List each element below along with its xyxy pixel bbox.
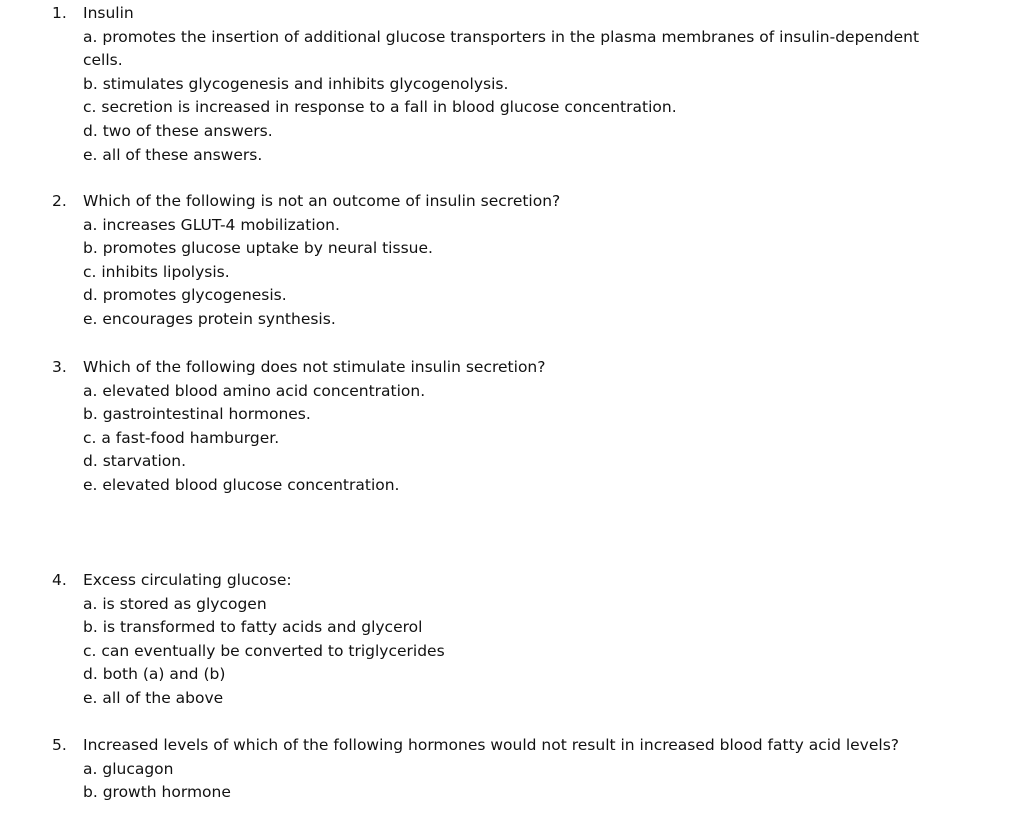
question-5-options bbox=[52, 758, 952, 805]
question-1-options bbox=[52, 26, 952, 168]
question-4-options bbox=[52, 593, 952, 711]
question-2-option-b: b. promotes glucose uptake by neural tissue. bbox=[83, 239, 433, 258]
question-3-option-b: b. gastrointestinal hormones. bbox=[83, 405, 311, 424]
question-3-option-d: d. starvation. bbox=[83, 452, 187, 471]
question-3-option-c: c. a fast-food hamburger. bbox=[83, 428, 280, 447]
question-1-option-e: e. all of these answers. bbox=[83, 145, 263, 164]
question-5-prompt: Increased levels of which of the following hormones would not result in increased blood fatty acid levels? bbox=[83, 736, 899, 754]
question-1-option-c: c. secretion is increased in response to a fall in blood glucose concentration. bbox=[83, 98, 677, 117]
question-3-option-e: e. elevated blood glucose concentration. bbox=[83, 475, 400, 494]
question-5-option-b: b. growth hormone bbox=[83, 783, 231, 802]
question-2 bbox=[52, 190, 952, 332]
question-4-prompt: Excess circulating glucose: bbox=[83, 571, 292, 589]
question-3-option-a: a. elevated blood amino acid concentration. bbox=[83, 381, 426, 400]
question-2-options bbox=[52, 214, 952, 332]
question-3 bbox=[52, 356, 952, 498]
question-2-prompt: Which of the following is not an outcome of insulin secretion? bbox=[83, 192, 561, 210]
question-4-header bbox=[52, 569, 952, 593]
question-1-option-a: a. promotes the insertion of additional glucose transporters in the plasma membranes of insulin-dependent cells. bbox=[83, 27, 920, 70]
question-1-option-d: d. two of these answers. bbox=[83, 121, 273, 140]
question-3-number: 3. bbox=[52, 358, 67, 376]
question-3-header bbox=[52, 356, 952, 380]
question-2-option-d: d. promotes glycogenesis. bbox=[83, 286, 287, 305]
question-1-number: 1. bbox=[52, 4, 67, 22]
question-4-number: 4. bbox=[52, 571, 67, 589]
question-4-option-b: b. is transformed to fatty acids and glycerol bbox=[83, 618, 423, 637]
question-5-number: 5. bbox=[52, 736, 67, 754]
question-4 bbox=[52, 569, 952, 711]
question-1-header bbox=[52, 2, 952, 26]
question-4-option-e: e. all of the above bbox=[83, 688, 224, 707]
question-3-prompt: Which of the following does not stimulate insulin secretion? bbox=[83, 358, 546, 376]
question-4-option-c: c. can eventually be converted to triglycerides bbox=[83, 641, 445, 660]
question-5 bbox=[52, 734, 952, 805]
question-5-option-a: a. glucagon bbox=[83, 759, 174, 778]
question-4-option-a: a. is stored as glycogen bbox=[83, 594, 267, 613]
question-2-header bbox=[52, 190, 952, 214]
question-4-option-d: d. both (a) and (b) bbox=[83, 665, 226, 684]
question-1 bbox=[52, 2, 952, 167]
question-2-option-a: a. increases GLUT-4 mobilization. bbox=[83, 215, 340, 234]
question-2-option-c: c. inhibits lipolysis. bbox=[83, 262, 230, 281]
question-2-option-e: e. encourages protein synthesis. bbox=[83, 309, 336, 328]
question-5-header bbox=[52, 734, 952, 758]
question-1-prompt: Insulin bbox=[83, 4, 134, 22]
question-3-options bbox=[52, 380, 952, 498]
question-2-number: 2. bbox=[52, 192, 67, 210]
question-1-option-b: b. stimulates glycogenesis and inhibits glycogenolysis. bbox=[83, 74, 509, 93]
